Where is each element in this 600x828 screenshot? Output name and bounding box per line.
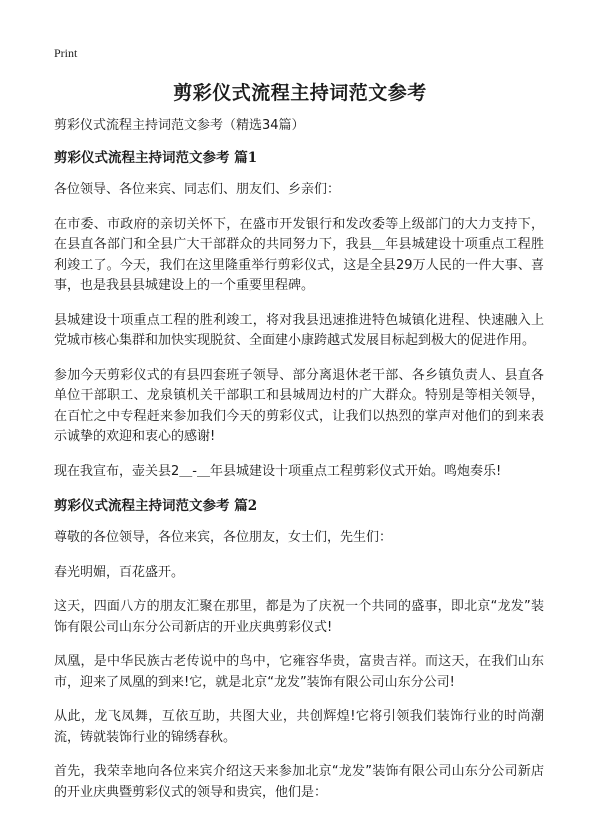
paragraph: 在市委、市政府的亲切关怀下，在盛市开发银行和发改委等上级部门的大力支持下，在县直各部门和全县广大干部群众的共同努力下，我县＿年县城建设十项重点工程胜利竣工了。今天，我们在这里隆重举行剪彩仪式，这是全县29万人民的一件大事、喜事，也是我县县城建设上的一个重要里程碑。 xyxy=(54,216,544,293)
paragraph: 首先，我荣幸地向各位来宾介绍这天来参加北京“龙发”装饰有限公司山东分公司新店的开业庆典暨剪彩仪式的领导和贵宾，他们是： xyxy=(54,764,544,800)
document-title: 剪彩仪式流程主持词范文参考 xyxy=(173,82,427,104)
paragraph: 从此，龙飞凤舞，互依互助，共图大业，共创辉煌!它将引领我们装饰行业的时尚潮流，铸就装饰行业的锦绣春秋。 xyxy=(54,709,544,745)
print-label: Print xyxy=(54,46,78,60)
paragraph: 凤凰，是中华民族古老传说中的鸟中，它雍容华贵，富贵吉祥。而这天，在我们山东市，迎来了凤凰的到来!它，就是北京“龙发”装饰有限公司山东分公司! xyxy=(54,654,544,690)
paragraph: 现在我宣布，壶关县2＿-＿年县城建设十项重点工程剪彩仪式开始。鸣炮奏乐! xyxy=(54,463,502,479)
paragraph: 尊敬的各位领导，各位来宾，各位朋友，女士们，先生们： xyxy=(54,530,393,545)
section-heading: 剪彩仪式流程主持词范文参考 篇2 xyxy=(54,498,258,514)
paragraph: 参加今天剪彩仪式的有县四套班子领导、部分离退休老干部、各乡镇负责人、县直各单位干部职工、龙泉镇机关干部职工和县城周边村的广大群众。特别是等相关领导，在百忙之中专程赶来参加我们今天的剪彩仪式，让我们以热烈的掌声对他们的到来表示诚挚的欢迎和衷心的感谢! xyxy=(54,367,544,444)
document-body xyxy=(54,116,544,817)
document-subtitle: 剪彩仪式流程主持词范文参考（精选34篇） xyxy=(54,118,305,133)
section-heading: 剪彩仪式流程主持词范文参考 篇1 xyxy=(54,150,258,166)
paragraph: 各位领导、各位来宾、同志们、朋友们、乡亲们： xyxy=(54,182,341,197)
paragraph: 县城建设十项重点工程的胜利竣工，将对我县迅速推进特色城镇化进程、快速融入上党城市核心集群和加快实现脱贫、全面建小康跨越式发展目标起到极大的促进作用。 xyxy=(54,312,544,348)
paragraph: 这天，四面八方的朋友汇聚在那里，都是为了庆祝一个共同的盛事，即北京“龙发”装饰有限公司山东分公司新店的开业庆典剪彩仪式! xyxy=(54,599,544,635)
paragraph: 春光明媚，百花盛开。 xyxy=(54,564,185,580)
